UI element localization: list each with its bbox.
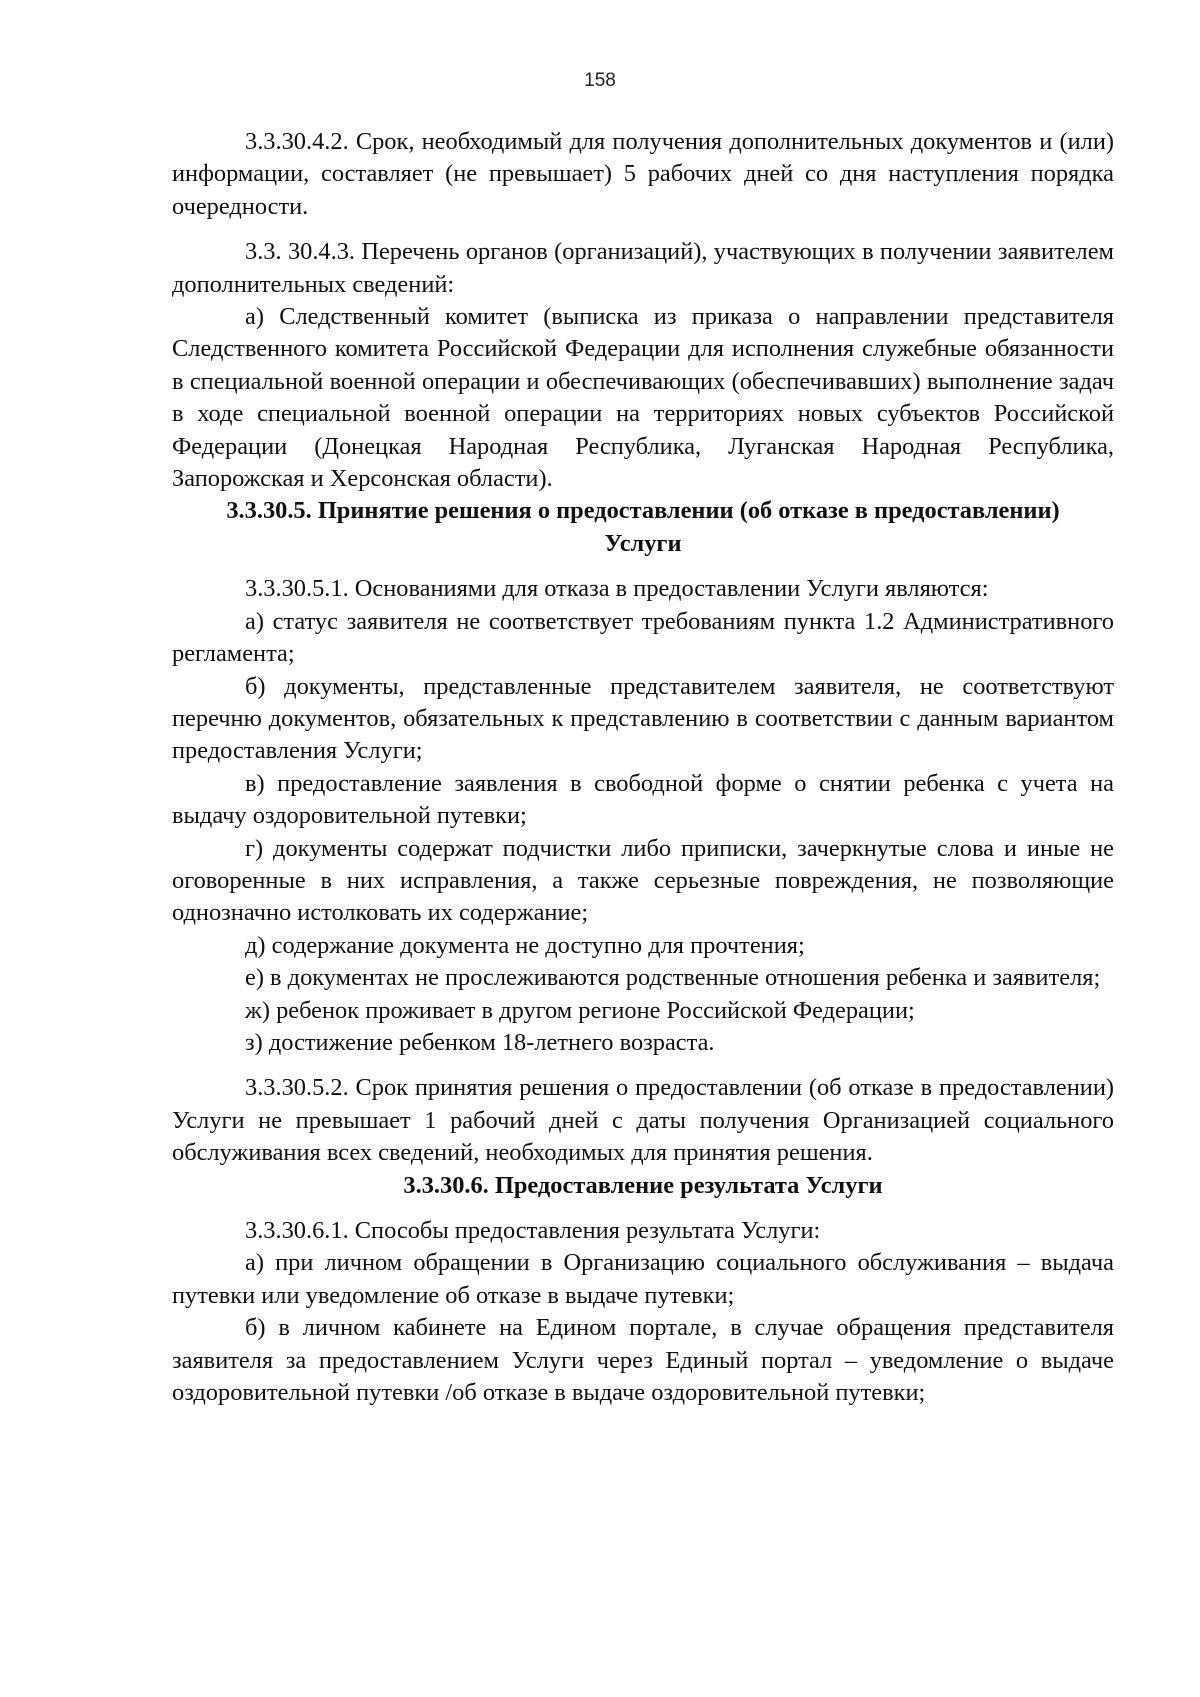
document-body: [172, 126, 1114, 1409]
list-item-zh: ж) ребенок проживает в другом регионе Российской Федерации;: [245, 996, 915, 1024]
list-item-e: е) в документах не прослеживаются родственные отношения ребенка и заявителя;: [245, 964, 1101, 992]
list-item-v: в) предоставление заявления в свободной форме о снятии ребенка с учета на выдачу оздоровительной путевки;: [172, 769, 1114, 830]
list-item-b-result: б) в личном кабинете на Едином портале, в случае обращения представителя заявителя за предоставлением Услуги через Единый портал – уведомление о выдаче оздоровительной путевки /об отказе в выдаче оздоровительной путевки;: [172, 1314, 1114, 1407]
section-heading-3-3-30-5: 3.3.30.5. Принятие решения о предоставлении (об отказе в предоставлении) Услуги: [226, 497, 1060, 557]
paragraph-3-3-30-5-1: 3.3.30.5.1. Основаниями для отказа в предоставлении Услуги являются:: [245, 575, 989, 603]
paragraph-3-3-30-4-2: 3.3.30.4.2. Срок, необходимый для получения дополнительных документов и (или) информации, составляет (не превышает) 5 рабочих дней со дня наступления порядка очередности.: [172, 128, 1114, 220]
list-item-a-result: а) при личном обращении в Организацию социального обслуживания – выдача путевки или уведомление об отказе в выдаче путевки;: [172, 1249, 1114, 1309]
list-item-z: з) достижение ребенком 18-летнего возраста.: [245, 1028, 715, 1056]
section-heading-3-3-30-6: 3.3.30.6. Предоставление результата Услуги: [403, 1171, 883, 1199]
list-item-b: б) документы, представленные представителем заявителя, не соответствуют перечню документов, обязательных к представлению в соответствии с данным вариантом предоставления Услуги;: [172, 672, 1114, 765]
list-item-a: а) статус заявителя не соответствует требованиям пункта 1.2 Административного регламента;: [172, 607, 1114, 668]
page-number: 158: [584, 70, 616, 91]
paragraph-3-3-30-5-2: 3.3.30.5.2. Срок принятия решения о предоставлении (об отказе в предоставлении) Услуги не превышает 1 рабочий дней с даты получения Организацией социального обслуживания всех сведений, необходимых для принятия решения.: [172, 1074, 1114, 1167]
paragraph-3-3-30-4-3: 3.3. 30.4.3. Перечень органов (организаций), участвующих в получении заявителем дополнительных сведений:: [172, 238, 1114, 298]
paragraph-3-3-30-6-1: 3.3.30.6.1. Способы предоставления результата Услуги:: [245, 1217, 821, 1244]
list-item-d: д) содержание документа не доступно для прочтения;: [245, 931, 805, 959]
list-item-g: г) документы содержат подчистки либо приписки, зачеркнутые слова и иные не оговоренные в них исправления, а также серьезные повреждения, не позволяющие однозначно истолковать их содержание;: [172, 834, 1114, 927]
list-item-a-investigative-committee: а) Следственный комитет (выписка из приказа о направлении представителя Следственного комитета Российской Федерации для исполнения служебные обязанности в специальной военной операции и обеспечивающих (обеспечивавших) выполнение задач в ходе специальной военной операции на территориях новых субъектов Российской Федерации (Донецкая Народная Республика, Луганская Народная Республика, Запорожская и Херсонская области).: [172, 303, 1114, 493]
